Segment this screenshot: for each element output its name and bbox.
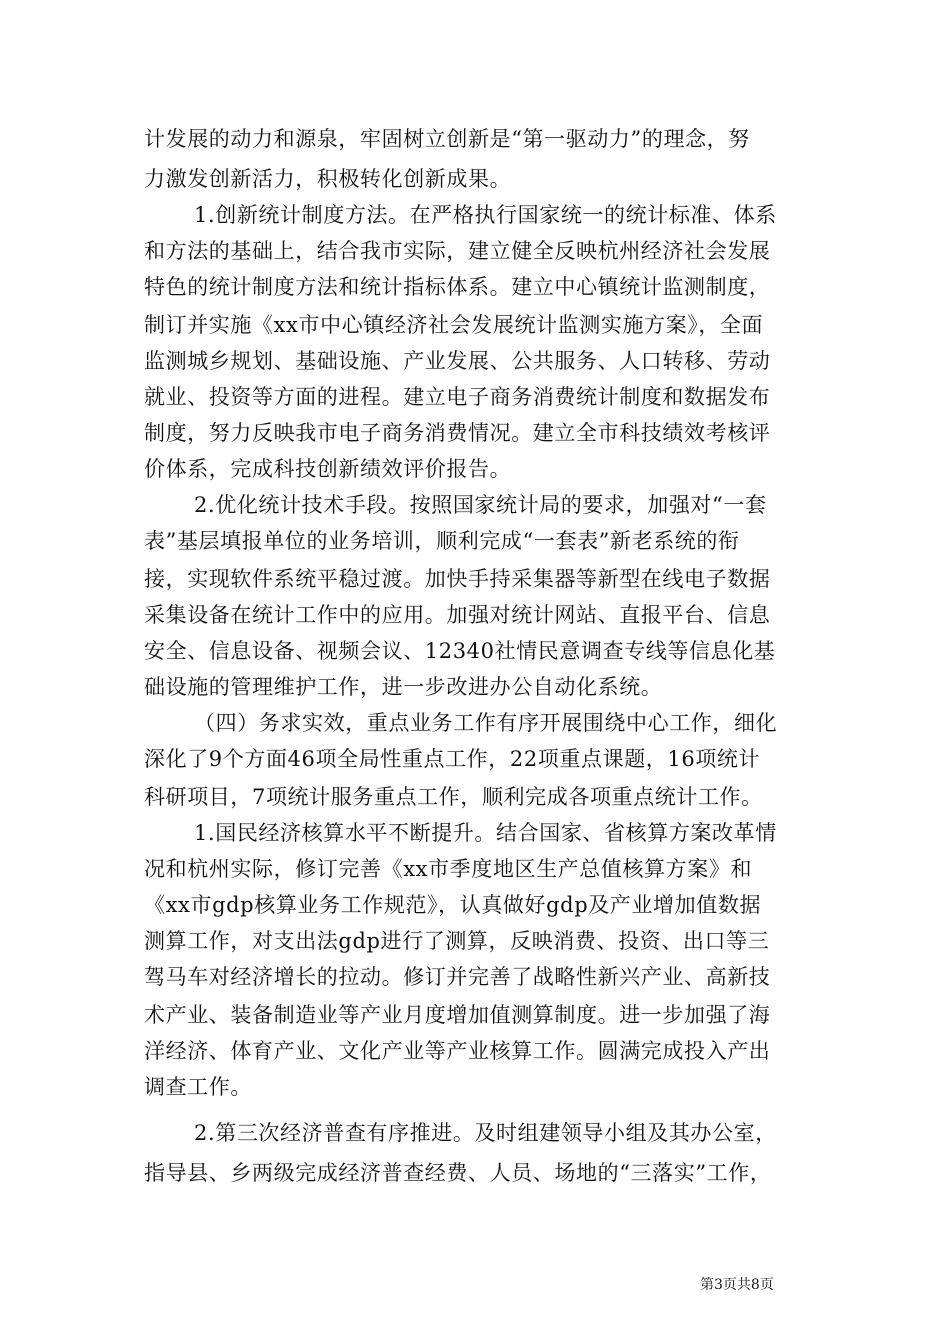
- text-line: 驾马车对经济增长的拉动。修订并完善了战略性新兴产业、高新技: [144, 965, 771, 989]
- text-line: 表”基层填报单位的业务培训，顺利完成“一套表”新老系统的衔: [144, 529, 740, 553]
- text-line: 础设施的管理维护工作，进一步改进办公自动化系统。: [144, 675, 663, 699]
- text-line: 1.国民经济核算水平不断提升。结合国家、省核算方案改革情: [194, 821, 777, 845]
- text-line: 深化了9个方面46项全局性重点工作，22项重点课题，16项统计: [144, 747, 761, 771]
- text-line: 况和杭州实际，修订完善《xx市季度地区生产总值核算方案》和: [144, 857, 753, 881]
- text-line: 测算工作，对支出法gdp进行了测算，反映消费、投资、出口等三: [144, 929, 770, 953]
- text-line: 采集设备在统计工作中的应用。加强对统计网站、直报平台、信息: [144, 603, 771, 627]
- text-line: 指导县、乡两级完成经济普查经费、人员、场地的“三落实”工作，: [144, 1161, 772, 1185]
- text-line: 特色的统计制度方法和统计指标体系。建立中心镇统计监测制度，: [144, 275, 771, 299]
- text-line: 洋经济、体育产业、文化产业等产业核算工作。圆满完成投入产出: [144, 1039, 771, 1063]
- text-line: 《xx市gdp核算业务工作规范》，认真做好gdp及产业增加值数据: [144, 893, 762, 917]
- text-line: 2.优化统计技术手段。按照国家统计局的要求，加强对“一套: [194, 493, 767, 517]
- text-line: 2.第三次经济普查有序推进。及时组建领导小组及其办公室，: [194, 1121, 777, 1145]
- text-line: 安全、信息设备、视频会议、12340社情民意调查专线等信息化基: [144, 639, 776, 663]
- text-line: 术产业、装备制造业等产业月度增加值测算制度。进一步加强了海: [144, 1003, 771, 1027]
- text-line: 制度，努力反映我市电子商务消费情况。建立全市科技绩效考核评: [144, 421, 771, 445]
- text-line: 接，实现软件系统平稳过渡。加快手持采集器等新型在线电子数据: [144, 567, 771, 591]
- text-line: （四）务求实效，重点业务工作有序开展围绕中心工作，细化: [194, 711, 778, 735]
- text-line: 监测城乡规划、基础设施、产业发展、公共服务、人口转移、劳动: [144, 349, 771, 373]
- text-line: 力激发创新活力，积极转化创新成果。: [144, 167, 512, 191]
- page-number: 第3页共8页: [700, 1277, 774, 1293]
- text-line: 就业、投资等方面的进程。建立电子商务消费统计制度和数据发布: [144, 385, 771, 409]
- text-line: 制订并实施《xx市中心镇经济社会发展统计监测实施方案》，全面: [144, 313, 764, 337]
- text-line: 计发展的动力和源泉，牢固树立创新是“第一驱动力”的理念，努: [144, 127, 750, 151]
- text-line: 调查工作。: [144, 1075, 252, 1099]
- text-line: 1.创新统计制度方法。在严格执行国家统一的统计标准、体系: [194, 203, 777, 227]
- text-line: 价体系，完成科技创新绩效评价报告。: [144, 457, 512, 481]
- text-line: 和方法的基础上，结合我市实际，建立健全反映杭州经济社会发展: [144, 239, 771, 263]
- text-line: 科研项目，7项统计服务重点工作，顺利完成各项重点统计工作。: [144, 785, 763, 809]
